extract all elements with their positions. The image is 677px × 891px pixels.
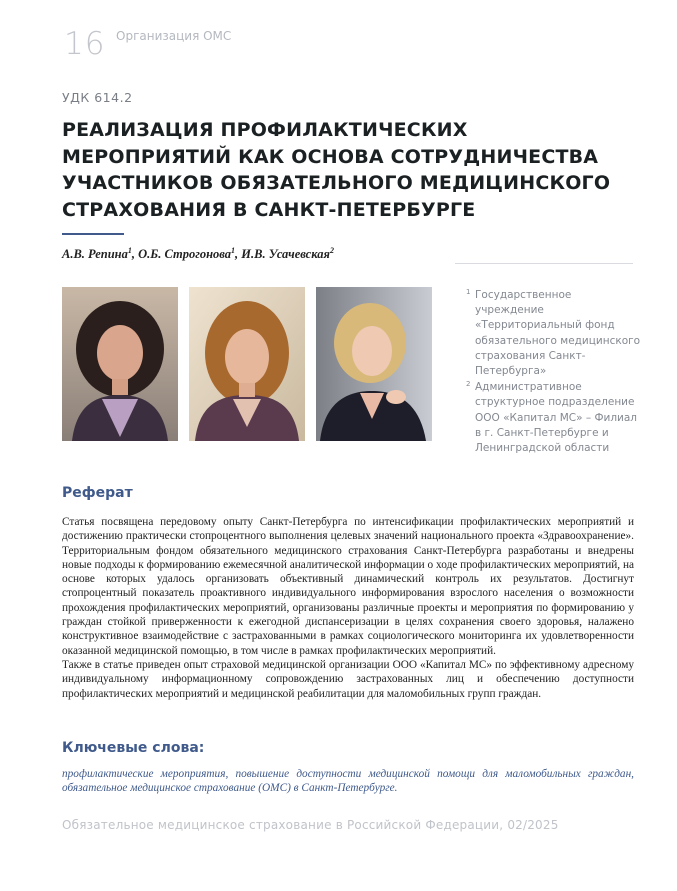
affiliation-text: Государственное учреждение «Территориальный фонд обязательного медицинского страхования Санкт-Петербурга» [475,289,641,378]
title-divider [62,233,124,235]
keywords-heading: Ключевые слова: [62,740,205,756]
affiliation-item [466,380,641,456]
authors-divider [455,263,633,264]
author-affil-mark: 1 [127,246,132,255]
abstract-paragraph: Статья посвящена передовому опыту Санкт-Петербурга по интенсификации профилактических мероприятий и достижению практически стопроцентного выполнения целевых значений национального проекта «Здравоохранение». Территориальным фондом обязательного медицинского страхования Санкт-Петербурга разработаны и внедрены новые подходы к формированию ежемесячной аналитической информации о ходе профилактических мероприятий, на основе которых удалось организовать объективный динамический контроль их результатов. Достигнут стопроцентный показатель проактивного индивидуального информирования взрослого населения о возможности прохождения профилактических мероприятий, организованы различные проекты и мероприятия по формированию у граждан стойкой приверженности к ежегодной диспансеризации в целях сохранения своего здоровья, налажено конструктивное взаимодействие с застрахованными в рамках социологического мониторинга их удовлетворенности оказанной медицинской помощью, в том числе в рамках профилактических мероприятий. [62,516,634,657]
affiliation-number: 2 [466,380,471,389]
udk-code: УДК 614.2 [62,90,133,105]
abstract-heading: Реферат [62,485,133,501]
author-name: О.Б. Строгонова [138,247,232,262]
journal-section: Организация ОМС [116,29,232,43]
affiliation-text: Административное структурное подразделение ООО «Капитал МС» – Филиал в г. Санкт-Петербурге и Ленинградской области [475,381,638,455]
page-number: 16 [64,26,106,62]
author-photo-repina [62,287,178,441]
author-affil-mark: 1 [231,246,236,255]
affiliation-item [466,288,641,379]
author-affil-mark: 2 [329,246,334,255]
abstract-paragraph: Также в статье приведен опыт страховой медицинской организации ООО «Капитал МС» по эффективному адресному индивидуальному информационному сопровождению застрахованных лиц и обеспечению доступности профилактических мероприятий и медицинской реабилитации для маломобильных групп граждан. [62,658,634,700]
author-name: А.В. Репина [62,247,128,262]
abstract-body [62,515,634,701]
affiliation-number: 1 [466,288,471,296]
author-photo-usachevskaya [316,287,432,441]
authors-line [62,246,334,262]
author-sep: , [235,247,242,262]
author-name: И.В. Усачевская [241,247,330,262]
author-sep: , [131,247,139,262]
article-title: РЕАЛИЗАЦИЯ ПРОФИЛАКТИЧЕСКИХ МЕРОПРИЯТИЙ КАК ОСНОВА СОТРУДНИЧЕСТВА УЧАСТНИКОВ ОБЯЗАТЕЛЬНОГО МЕДИЦИНСКОГО СТРАХОВАНИЯ В САНКТ-ПЕТЕРБУРГЕ [62,119,611,221]
keywords-text: профилактические мероприятия, повышение доступности медицинской помощи для маломобильных граждан, обязательное медицинское страхование (ОМС) в Санкт-Петербурге. [62,768,634,795]
footer-journal-issue: Обязательное медицинское страхование в Российской Федерации, 02/2025 [62,818,559,832]
affiliations [466,288,641,457]
author-photo-strogonova [189,287,305,441]
